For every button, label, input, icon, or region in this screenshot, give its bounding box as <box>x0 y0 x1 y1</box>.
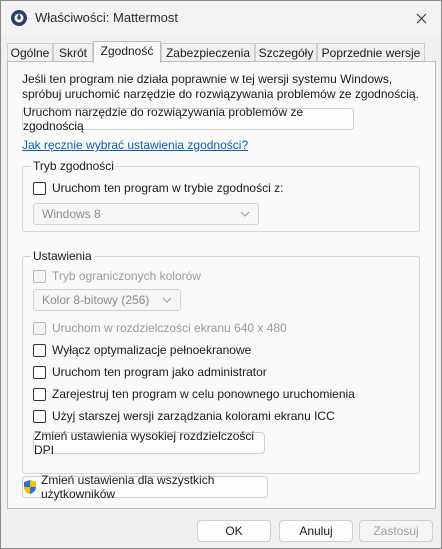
settings-legend: Ustawienia <box>33 249 92 263</box>
run-as-admin-option[interactable] <box>33 365 267 379</box>
title-bar[interactable] <box>1 1 441 35</box>
intro-line-1: Jeśli ten program nie działa poprawnie w tej wersji systemu Windows, <box>22 72 393 86</box>
os-version-value: Windows 8 <box>42 207 101 221</box>
tab-shortcut[interactable]: Skrót <box>53 43 93 62</box>
mattermost-icon <box>10 9 28 27</box>
intro-line-2: spróbuj uruchomić narzędzie do rozwiązywania problemów ze zgodnością. <box>22 87 419 101</box>
cancel-button[interactable]: Anuluj <box>279 520 353 542</box>
ok-button[interactable]: OK <box>197 520 271 542</box>
tab-strip <box>7 41 437 62</box>
window-title: Właściwości: Mattermost <box>35 10 179 25</box>
uac-shield-icon <box>23 479 37 495</box>
reduced-color-checkbox <box>33 270 46 283</box>
settings-group <box>22 249 420 474</box>
register-restart-option[interactable] <box>33 387 355 401</box>
run-as-admin-checkbox[interactable] <box>33 366 46 379</box>
run-as-admin-label: Uruchom ten program jako administrator <box>52 365 267 379</box>
color-depth-value: Kolor 8-bitowy (256) <box>42 293 150 307</box>
close-icon <box>416 13 427 24</box>
disable-fullscreen-checkbox[interactable] <box>33 344 46 357</box>
tab-compatibility[interactable]: Zgodność <box>93 41 161 63</box>
register-restart-checkbox[interactable] <box>33 388 46 401</box>
reduced-color-option <box>33 269 201 283</box>
run-compat-mode-label: Uruchom ten program w trybie zgodności z: <box>52 181 284 195</box>
tab-general[interactable]: Ogólne <box>7 43 53 62</box>
tab-previous-versions[interactable]: Poprzednie wersje <box>317 43 425 62</box>
run-troubleshooter-button[interactable]: Uruchom narzędzie do rozwiązywania problemów ze zgodnością <box>22 108 354 130</box>
run-compat-mode-option[interactable] <box>33 181 283 195</box>
tab-security[interactable]: Zabezpieczenia <box>161 43 255 62</box>
legacy-icc-option[interactable] <box>33 409 335 423</box>
disable-fullscreen-option[interactable] <box>33 343 251 357</box>
legacy-icc-checkbox[interactable] <box>33 410 46 423</box>
os-version-select <box>33 203 259 225</box>
intro-text <box>22 72 422 102</box>
tab-details[interactable]: Szczegóły <box>255 43 317 62</box>
res640-checkbox <box>33 322 46 335</box>
res640-label: Uruchom w rozdzielczości ekranu 640 x 480 <box>52 321 287 335</box>
chevron-down-icon <box>162 297 172 303</box>
compat-mode-group <box>22 159 420 232</box>
legacy-icc-label: Użyj starszej wersji zarządzania kolorami ekranu ICC <box>52 409 335 423</box>
reduced-color-label: Tryb ograniczonych kolorów <box>52 269 201 283</box>
color-depth-select <box>33 289 181 311</box>
change-all-users-button[interactable] <box>22 473 268 501</box>
manual-settings-link[interactable]: Jak ręcznie wybrać ustawienia zgodności? <box>22 138 249 152</box>
change-all-users-label: Zmień ustawienia dla wszystkich użytkowników <box>41 473 215 501</box>
disable-fullscreen-label: Wyłącz optymalizacje pełnoekranowe <box>52 343 252 357</box>
register-restart-label: Zarejestruj ten program w celu ponownego uruchomienia <box>52 387 355 401</box>
change-dpi-button[interactable]: Zmień ustawienia wysokiej rozdzielczości DPI <box>33 432 265 454</box>
res640-option <box>33 321 287 335</box>
apply-button: Zastosuj <box>359 520 433 542</box>
chevron-down-icon <box>240 211 250 217</box>
close-button[interactable] <box>403 3 439 33</box>
run-compat-mode-checkbox[interactable] <box>33 182 46 195</box>
compat-mode-legend: Tryb zgodności <box>33 159 114 173</box>
compatibility-panel <box>7 61 436 509</box>
